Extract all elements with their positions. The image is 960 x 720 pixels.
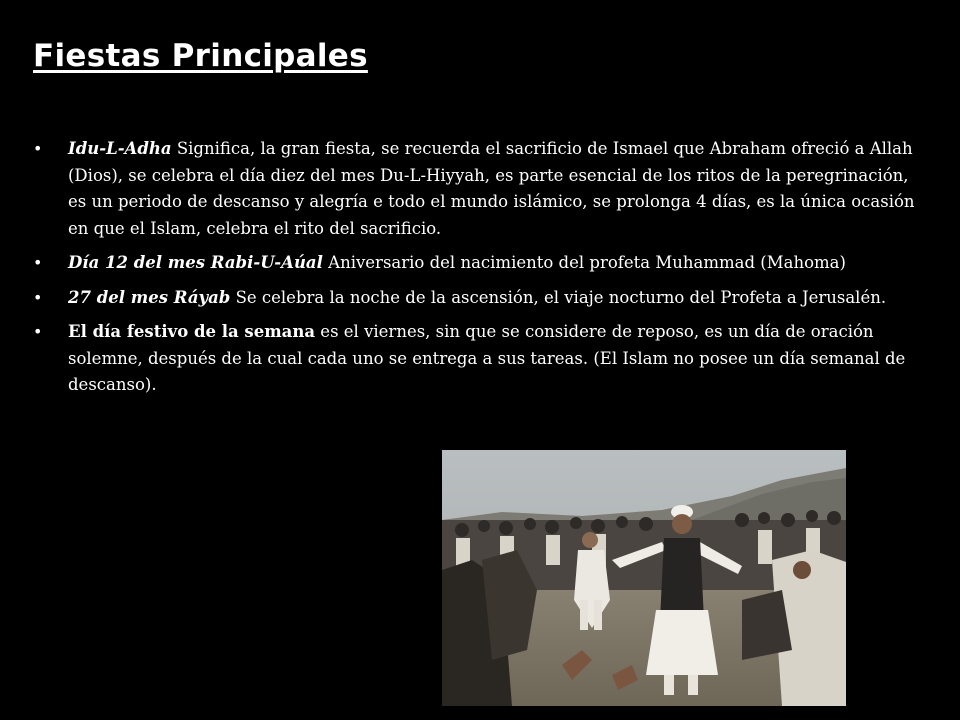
slide-title: Fiestas Principales [33, 38, 368, 74]
bullet-text: es el viernes, sin que se considere de reposo, es un día de oración solemne, después de la cual cada uno se entrega a sus tareas. (El Islam no posee un día semanal de descanso). [68, 322, 906, 394]
bullet-text: Aniversario del nacimiento del profeta Muhammad (Mahoma) [322, 253, 846, 272]
bullet-dot: • [33, 322, 43, 341]
bullet-lead: 27 del mes Ráyab [68, 287, 231, 307]
bullet-lead: Idu-L-Adha [68, 139, 172, 158]
bullet-item-2 [33, 250, 925, 277]
bullet-dot: • [33, 253, 43, 272]
bullet-item-4 [33, 319, 925, 399]
bullet-lead: Día 12 del mes Rabi-U-Aúal [68, 253, 323, 272]
bullet-text: Significa, la gran fiesta, se recuerda el sacrificio de Ismael que Abraham ofreció a Allah (Dios), se celebra el día diez del mes Du-L-Hiyyah, es parte esencial de los ritos de la peregrinación, es un periodo de descanso y alegría e todo el mundo islámico, se prolonga 4 días, es la única ocasión en que el Islam, celebra el rito del sacrificio. [68, 139, 915, 238]
bullet-item-3 [33, 285, 925, 312]
bullet-item-1 [33, 136, 925, 242]
bullet-dot: • [33, 287, 43, 307]
bullet-text: Se celebra la noche de la ascensión, el viaje nocturno del Profeta a Jerusalén. [230, 287, 887, 307]
bullet-dot: • [33, 139, 43, 158]
celebration-photo [442, 450, 846, 706]
bullet-lead: El día festivo de la semana [68, 322, 316, 341]
bullet-list [33, 136, 925, 407]
